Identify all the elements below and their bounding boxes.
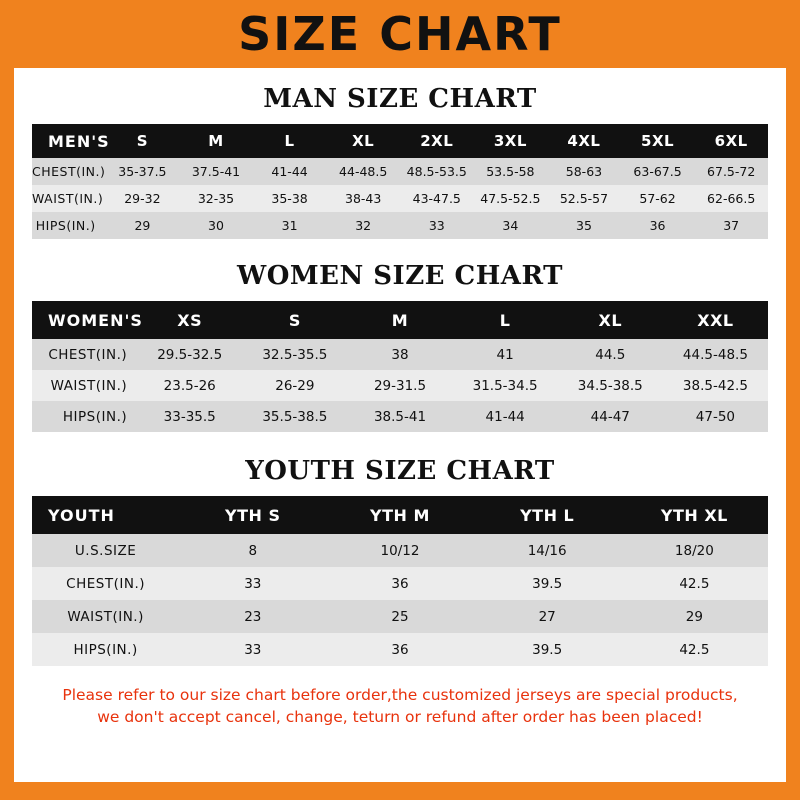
row-label-waist: WAIST(IN.) — [32, 370, 137, 401]
row-label-chest: CHEST(IN.) — [32, 567, 179, 600]
row-label-us-size: U.S.SIZE — [32, 534, 179, 567]
cell: 29 — [106, 212, 180, 239]
cell: 63-67.5 — [621, 158, 695, 185]
header-cell-4xl: 4XL — [547, 124, 621, 158]
cell: 33-35.5 — [137, 401, 242, 432]
table-row — [32, 401, 768, 432]
header-cell-yth-xl: YTH XL — [621, 496, 768, 534]
header-cell-yth-l: YTH L — [474, 496, 621, 534]
cell: 29.5-32.5 — [137, 339, 242, 370]
header-cell-yth-m: YTH M — [326, 496, 473, 534]
cell: 29-32 — [106, 185, 180, 212]
section-women — [32, 261, 768, 432]
cell: 47.5-52.5 — [474, 185, 548, 212]
cell: 27 — [474, 600, 621, 633]
header-cell-label: WOMEN'S — [32, 301, 137, 339]
header-cell-xxl: XXL — [663, 301, 768, 339]
row-label-waist: WAIST(IN.) — [32, 185, 106, 212]
chart-content — [14, 84, 786, 729]
row-label-waist: WAIST(IN.) — [32, 600, 179, 633]
section-man — [32, 84, 768, 239]
cell: 38.5-42.5 — [663, 370, 768, 401]
cell: 35.5-38.5 — [242, 401, 347, 432]
table-row — [32, 600, 768, 633]
row-label-hips: HIPS(IN.) — [32, 212, 106, 239]
cell: 32 — [326, 212, 400, 239]
cell: 37.5-41 — [179, 158, 253, 185]
cell: 38.5-41 — [347, 401, 452, 432]
section-title-women: WOMEN SIZE CHART — [237, 261, 563, 291]
women-size-table — [32, 301, 768, 432]
cell: 53.5-58 — [474, 158, 548, 185]
header-cell-label: MEN'S — [32, 124, 106, 158]
cell: 67.5-72 — [694, 158, 768, 185]
header-cell-yth-s: YTH S — [179, 496, 326, 534]
cell: 38-43 — [326, 185, 400, 212]
cell: 32-35 — [179, 185, 253, 212]
cell: 57-62 — [621, 185, 695, 212]
cell: 42.5 — [621, 633, 768, 666]
cell: 34.5-38.5 — [558, 370, 663, 401]
cell: 35 — [547, 212, 621, 239]
header-cell-xl: XL — [326, 124, 400, 158]
cell: 38 — [347, 339, 452, 370]
header-cell-6xl: 6XL — [694, 124, 768, 158]
header-banner — [0, 0, 800, 68]
cell: 34 — [474, 212, 548, 239]
order-policy-note — [40, 684, 760, 729]
cell: 36 — [326, 633, 473, 666]
cell: 31 — [253, 212, 327, 239]
cell: 31.5-34.5 — [453, 370, 558, 401]
table-row — [32, 158, 768, 185]
cell: 23.5-26 — [137, 370, 242, 401]
cell: 41-44 — [453, 401, 558, 432]
cell: 33 — [179, 567, 326, 600]
cell: 47-50 — [663, 401, 768, 432]
table-row — [32, 339, 768, 370]
cell: 18/20 — [621, 534, 768, 567]
cell: 37 — [694, 212, 768, 239]
cell: 29-31.5 — [347, 370, 452, 401]
table-row — [32, 370, 768, 401]
cell: 39.5 — [474, 633, 621, 666]
cell: 39.5 — [474, 567, 621, 600]
cell: 58-63 — [547, 158, 621, 185]
table-header-row — [32, 124, 768, 158]
header-cell-2xl: 2XL — [400, 124, 474, 158]
page-title: SIZE CHART — [238, 7, 562, 61]
cell: 26-29 — [242, 370, 347, 401]
table-header-row — [32, 301, 768, 339]
cell: 8 — [179, 534, 326, 567]
cell: 42.5 — [621, 567, 768, 600]
header-cell-l: L — [253, 124, 327, 158]
cell: 36 — [326, 567, 473, 600]
cell: 44-47 — [558, 401, 663, 432]
table-row — [32, 185, 768, 212]
cell: 29 — [621, 600, 768, 633]
cell: 23 — [179, 600, 326, 633]
table-row — [32, 633, 768, 666]
cell: 52.5-57 — [547, 185, 621, 212]
section-title-man: MAN SIZE CHART — [263, 84, 537, 114]
youth-size-table — [32, 496, 768, 666]
header-cell-xl: XL — [558, 301, 663, 339]
note-line-1: Please refer to our size chart before order,the customized jerseys are special products, — [62, 686, 738, 704]
cell: 48.5-53.5 — [400, 158, 474, 185]
cell: 10/12 — [326, 534, 473, 567]
cell: 41 — [453, 339, 558, 370]
row-label-hips: HIPS(IN.) — [32, 401, 137, 432]
cell: 30 — [179, 212, 253, 239]
cell: 41-44 — [253, 158, 327, 185]
cell: 44.5-48.5 — [663, 339, 768, 370]
note-line-2: we don't accept cancel, change, teturn or refund after order has been placed! — [97, 708, 703, 727]
header-cell-m: M — [179, 124, 253, 158]
cell: 43-47.5 — [400, 185, 474, 212]
cell: 35-37.5 — [106, 158, 180, 185]
cell: 44.5 — [558, 339, 663, 370]
header-cell-l: L — [453, 301, 558, 339]
row-label-chest: CHEST(IN.) — [32, 339, 137, 370]
section-youth — [32, 456, 768, 666]
header-cell-xs: XS — [137, 301, 242, 339]
row-label-chest: CHEST(IN.) — [32, 158, 106, 185]
table-row — [32, 534, 768, 567]
section-title-youth: YOUTH SIZE CHART — [245, 456, 555, 486]
row-label-hips: HIPS(IN.) — [32, 633, 179, 666]
table-row — [32, 212, 768, 239]
header-cell-5xl: 5XL — [621, 124, 695, 158]
cell: 62-66.5 — [694, 185, 768, 212]
table-header-row — [32, 496, 768, 534]
table-row — [32, 567, 768, 600]
men-size-table — [32, 124, 768, 239]
header-cell-s: S — [106, 124, 180, 158]
header-cell-label: YOUTH — [32, 496, 179, 534]
header-cell-m: M — [347, 301, 452, 339]
cell: 33 — [179, 633, 326, 666]
header-cell-s: S — [242, 301, 347, 339]
cell: 33 — [400, 212, 474, 239]
cell: 25 — [326, 600, 473, 633]
cell: 44-48.5 — [326, 158, 400, 185]
cell: 32.5-35.5 — [242, 339, 347, 370]
footer-bar — [0, 782, 800, 800]
header-cell-3xl: 3XL — [474, 124, 548, 158]
cell: 35-38 — [253, 185, 327, 212]
cell: 14/16 — [474, 534, 621, 567]
cell: 36 — [621, 212, 695, 239]
